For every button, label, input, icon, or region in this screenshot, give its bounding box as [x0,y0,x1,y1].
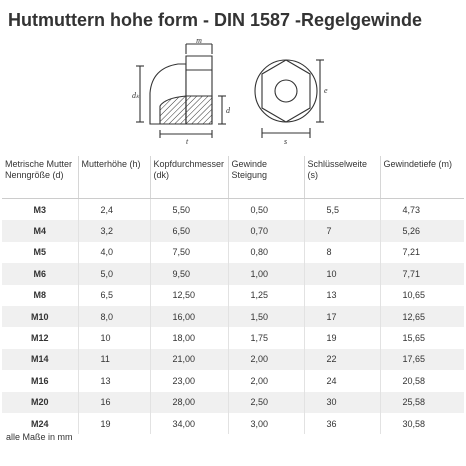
table-cell: 2,50 [228,392,304,413]
label-dk: dₖ [132,91,140,100]
table-row [2,306,464,327]
footer-note: alle Maße in mm [6,432,73,442]
table-cell: M3 [2,199,78,221]
table-cell: 5,0 [78,263,150,284]
table-cell: 19 [304,327,380,348]
table-cell: 4,0 [78,242,150,263]
table-header-row [2,156,464,199]
header-nenngroesse: Metrische Mutter Nenngröße (d) [2,156,78,199]
table-cell: 8,0 [78,306,150,327]
table-cell: 23,00 [150,370,228,391]
table-cell: 10 [304,263,380,284]
table-cell: M10 [2,306,78,327]
table-cell: 1,25 [228,285,304,306]
side-view [136,44,226,138]
table-cell: 13 [78,370,150,391]
table-row [2,220,464,241]
header-gewinde-steigung: Gewinde Steigung [228,156,304,199]
table-row [2,242,464,263]
table-row [2,349,464,370]
header-mutterhoehe: Mutterhöhe (h) [78,156,150,199]
table-cell: 0,70 [228,220,304,241]
table-cell: 7,21 [402,247,421,258]
table-cell: 3,00 [228,413,304,434]
top-view [255,60,324,138]
table-cell: M14 [2,349,78,370]
label-m: m [196,38,202,45]
table-cell: 7 [304,220,380,241]
header-schluesselweite: Schlüsselweite (s) [304,156,380,199]
table-cell: 34,00 [150,413,228,434]
table-cell: 16 [78,392,150,413]
table-cell: 1,75 [228,327,304,348]
table-cell: 10,65 [402,290,426,301]
table-cell: 8 [304,242,380,263]
table-row [2,392,464,413]
table-cell: 16,00 [150,306,228,327]
table-cell: 1,50 [228,306,304,327]
table-cell: 21,00 [150,349,228,370]
table-cell: 2,00 [228,349,304,370]
table-cell: M6 [2,263,78,284]
table-cell: 7,71 [380,263,464,284]
table-cell: M20 [2,392,78,413]
table-cell: 5,26 [380,220,464,241]
table-cell: 22 [304,349,380,370]
table-cell: M12 [2,327,78,348]
label-d: d [226,106,230,115]
table-cell: 25,58 [380,392,464,413]
table-row [2,327,464,348]
page-title: Hutmuttern hohe form - DIN 1587 -Regelgewinde [8,10,423,30]
table-row [2,263,464,284]
table-cell: 2,4 [78,199,150,221]
table-cell: 12,50 [150,285,228,306]
dimension-table [2,156,464,434]
label-e: e [324,86,328,95]
table-cell: 12,65 [380,306,464,327]
table-row [2,199,464,221]
table-cell: M8 [2,285,78,306]
table-cell: 18,00 [150,327,228,348]
table-cell: 6,5 [78,285,150,306]
table-row [2,370,464,391]
table-cell: 10 [78,327,150,348]
table-cell: 36 [304,413,380,434]
cap-nut-technical-drawing [0,38,466,158]
table-cell: 17 [304,306,380,327]
header-gewindetiefe: Gewindetiefe (m) [380,156,464,199]
table-cell: 5,5 [304,199,380,221]
table-cell: 11 [78,349,150,370]
label-t: t [186,137,189,146]
table-cell: M4 [2,220,78,241]
table-cell: 13 [304,285,380,306]
table-cell: M5 [2,242,78,263]
table-cell: M16 [2,370,78,391]
table-cell: 15,65 [402,333,426,344]
label-s: s [284,137,288,146]
table-cell: 24 [304,370,380,391]
table-cell: 30,58 [402,418,426,429]
table-cell: 2,00 [228,370,304,391]
table-cell: 5,50 [150,199,228,221]
table-cell: 9,50 [150,263,228,284]
table-cell: 1,00 [228,263,304,284]
table-cell: 3,2 [78,220,150,241]
table-cell: 7,50 [150,242,228,263]
table-cell: 0,80 [228,242,304,263]
header-kopfdurchmesser: Kopfdurchmesser (dk) [150,156,228,199]
table-cell: 30 [304,392,380,413]
table-cell: 6,50 [150,220,228,241]
table-cell: 0,50 [228,199,304,221]
table-cell: 19 [78,413,150,434]
table-cell: 28,00 [150,392,228,413]
table-row [2,285,464,306]
table-cell: 20,58 [402,375,426,386]
table-cell: 17,65 [380,349,464,370]
table-cell: 4,73 [402,204,421,215]
table-cell: M24 [2,413,78,434]
